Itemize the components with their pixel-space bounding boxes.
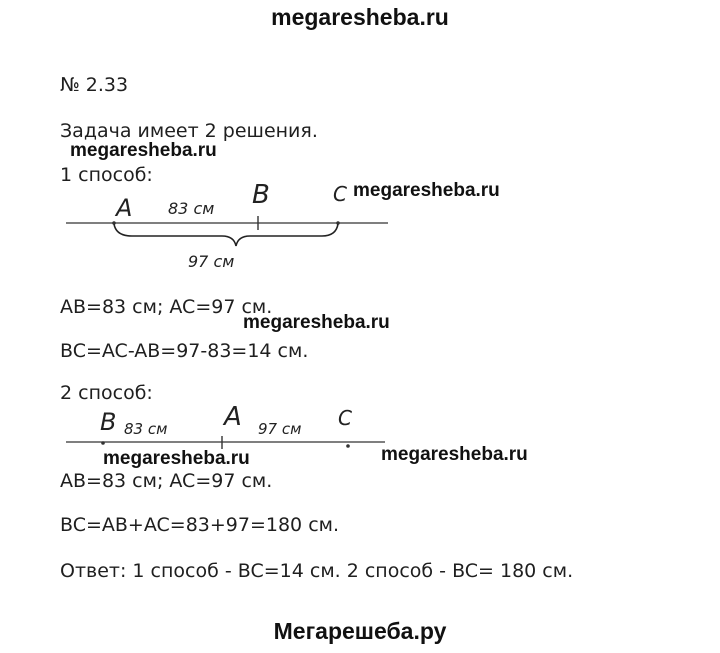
- inline-watermark-2: megaresheba.ru: [353, 180, 500, 201]
- site-footer-brand: Мегарешеба.ру: [273, 618, 447, 644]
- method2-heading: 2 способ:: [60, 382, 153, 404]
- method1-given: AB=83 см; AC=97 см.: [60, 296, 273, 318]
- problem-number: № 2.33: [60, 74, 129, 96]
- method2-solution: BC=AB+AC=83+97=180 см.: [60, 514, 340, 536]
- inline-watermark-5: megaresheba.ru: [381, 444, 528, 465]
- inline-watermark-4: megaresheba.ru: [103, 448, 250, 469]
- answer-line: Ответ: 1 способ - BC=14 см. 2 способ - BC= 180 см.: [60, 560, 574, 582]
- site-header-watermark: megaresheba.ru: [271, 4, 449, 30]
- method1-ac-length: 97 см: [188, 252, 235, 271]
- method1-point-b: B: [252, 180, 270, 210]
- method1-ab-length: 83 см: [168, 199, 215, 218]
- method2-point-a: A: [224, 402, 242, 432]
- method1-point-c: C: [333, 182, 347, 206]
- method2-given: AB=83 см; AC=97 см.: [60, 470, 273, 492]
- method2-ba-length: 83 см: [124, 420, 168, 438]
- inline-watermark-3: megaresheba.ru: [243, 312, 390, 333]
- inline-watermark-1: megaresheba.ru: [70, 140, 217, 161]
- method2-point-b: B: [100, 408, 117, 436]
- method1-solution: BC=AC-AB=97-83=14 см.: [60, 340, 309, 362]
- method1-heading: 1 способ:: [60, 164, 153, 186]
- method2-point-c: C: [338, 406, 352, 430]
- problem-intro: Задача имеет 2 решения.: [60, 120, 318, 142]
- method1-point-a: A: [116, 194, 133, 222]
- method2-ac-length: 97 см: [258, 420, 302, 438]
